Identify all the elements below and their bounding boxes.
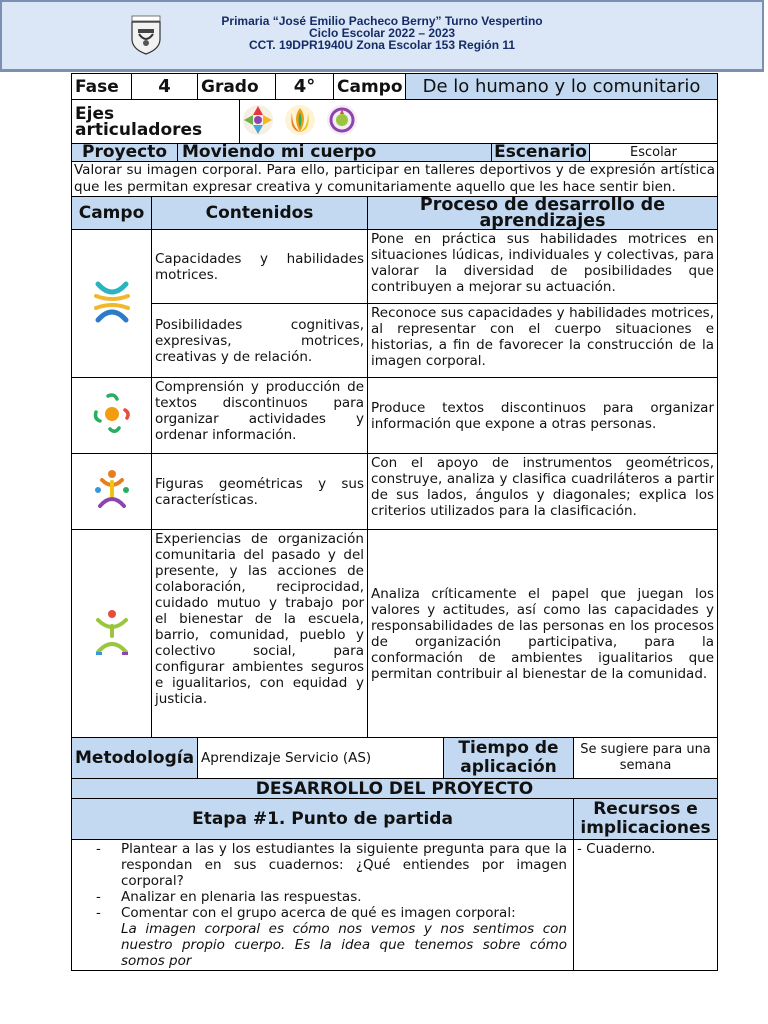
campo-etica-cell: [72, 454, 152, 530]
school-cct: CCT. 19DPR1940U Zona Escolar 153 Región 11: [248, 38, 516, 52]
recursos-title: Recursos e implicaciones: [574, 799, 718, 840]
activity-item: - Plantear a las y los estudiantes la siguiente pregunta para que la respondan en sus cuadernos: ¿Qué entiendes por imagen corporal?: [121, 841, 567, 889]
campo-saberes-cell: [72, 230, 152, 378]
proyecto-description: Valorar su imagen corporal. Para ello, participar en talleres deportivos y de expresión artística que les permitan expresar creativa y comunitariamente aquello que les hace sentir bien.: [72, 162, 718, 197]
lenguajes-icon: [92, 392, 132, 436]
etapa-title: Etapa #1. Punto de partida: [72, 799, 574, 840]
proceso-4: Con el apoyo de instrumentos geométricos, construye, analiza y clasifica cuadriláteros a partir de sus lados, ángulos y diagonales; explica los criterios utilizados para la clasificación.: [368, 454, 718, 530]
saberes-icon: [92, 280, 132, 324]
inclusion-icon: [243, 105, 273, 135]
metodologia-table: [71, 737, 718, 779]
proceso-5: Analiza críticamente el papel que juegan los valores y actitudes, así como las capacidades y responsabilidades de las personas en los procesos de organización participativa, para la conformación de ambientes igualitarios que permitan contribuir al bienestar de la comunidad.: [368, 530, 718, 738]
ejes-icons-strip: [243, 103, 363, 137]
activity-item: - Analizar en plenaria las respuestas.: [121, 889, 567, 905]
contenido-4: Figuras geométricas y sus características.: [152, 454, 368, 530]
humano-comunitario-icon: [92, 608, 132, 656]
col-campo-header: Campo: [72, 197, 152, 230]
vida-saludable-icon: [327, 105, 357, 135]
school-name: Primaria “José Emilio Pacheco Berny” Turno Vespertino: [221, 14, 543, 28]
ejes-label: Ejes articuladores: [72, 100, 240, 144]
campo-humano-cell: [72, 530, 152, 738]
document-header: [0, 0, 764, 72]
proyecto-value: Moviendo mi cuerpo: [178, 144, 492, 162]
tiempo-value: Se sugiere para una semana: [574, 738, 718, 779]
campo-lenguajes-cell: [72, 378, 152, 454]
pensamiento-critico-icon: [285, 105, 315, 135]
contenido-2: Posibilidades cognitivas, expresivas, motrices, creativas y de relación.: [152, 304, 368, 378]
fase-value: 4: [132, 74, 198, 100]
proyecto-table: [71, 143, 718, 197]
tiempo-label: Tiempo de aplicación: [444, 738, 574, 779]
school-shield-logo: [129, 15, 163, 55]
metodologia-label: Metodología: [72, 738, 198, 779]
col-proceso-header: Proceso de desarrollo de aprendizajes: [368, 197, 718, 230]
ejes-icons: [240, 100, 718, 144]
grado-label: Grado: [198, 74, 276, 100]
school-cycle: Ciclo Escolar 2022 – 2023: [308, 26, 456, 40]
activity-item: - Comentar con el grupo acerca de qué es imagen corporal:: [121, 905, 567, 921]
contenido-5: Experiencias de organización comunitaria del pasado y del presente, y las acciones de colaboración, reciprocidad, cuidado mutuo y trabajo por el bienestar de la escuela, barrio, comunidad, pueblo y colectivo social, para configurar ambientes seguros e igualitarios, con equidad y justicia.: [152, 530, 368, 738]
escenario-label: Escenario: [492, 144, 590, 162]
fase-label: Fase: [72, 74, 132, 100]
proyecto-label: Proyecto: [72, 144, 178, 162]
proceso-3: Produce textos discontinuos para organizar información que expone a otras personas.: [368, 378, 718, 454]
recursos-cell: - Cuaderno.: [574, 840, 718, 971]
planning-document: [71, 73, 717, 971]
campo-label: Campo: [334, 74, 406, 100]
desarrollo-title: DESARROLLO DEL PROYECTO: [72, 779, 718, 799]
col-contenidos-header: Contenidos: [152, 197, 368, 230]
campo-value: De lo humano y lo comunitario: [406, 74, 718, 100]
top-table: [71, 73, 718, 100]
imagen-corporal-definition: La imagen corporal es cómo nos vemos y nos sentimos con nuestro propio cuerpo. Es la idea que tenemos sobre cómo somos por: [121, 921, 567, 969]
contenido-3: Comprensión y producción de textos discontinuos para organizar actividades y ordenar información.: [152, 378, 368, 454]
desarrollo-table: [71, 778, 718, 971]
metodologia-value: Aprendizaje Servicio (AS): [198, 738, 444, 779]
etapa-activities: [72, 840, 574, 971]
contenidos-table: [71, 196, 718, 738]
grado-value: 4°: [276, 74, 334, 100]
etica-icon: [92, 468, 132, 512]
contenido-1: Capacidades y habilidades motrices.: [152, 230, 368, 304]
proceso-2: Reconoce sus capacidades y habilidades motrices, al representar con el cuerpo situaciones e historias, a fin de favorecer la construcción de la imagen corporal.: [368, 304, 718, 378]
escenario-value: Escolar: [590, 144, 718, 162]
ejes-table: [71, 99, 718, 144]
proceso-1: Pone en práctica sus habilidades motrices en situaciones lúdicas, individuales y colectivas, para valorar la diversidad de posibilidades que contribuyen a mejorar su actuación.: [368, 230, 718, 304]
